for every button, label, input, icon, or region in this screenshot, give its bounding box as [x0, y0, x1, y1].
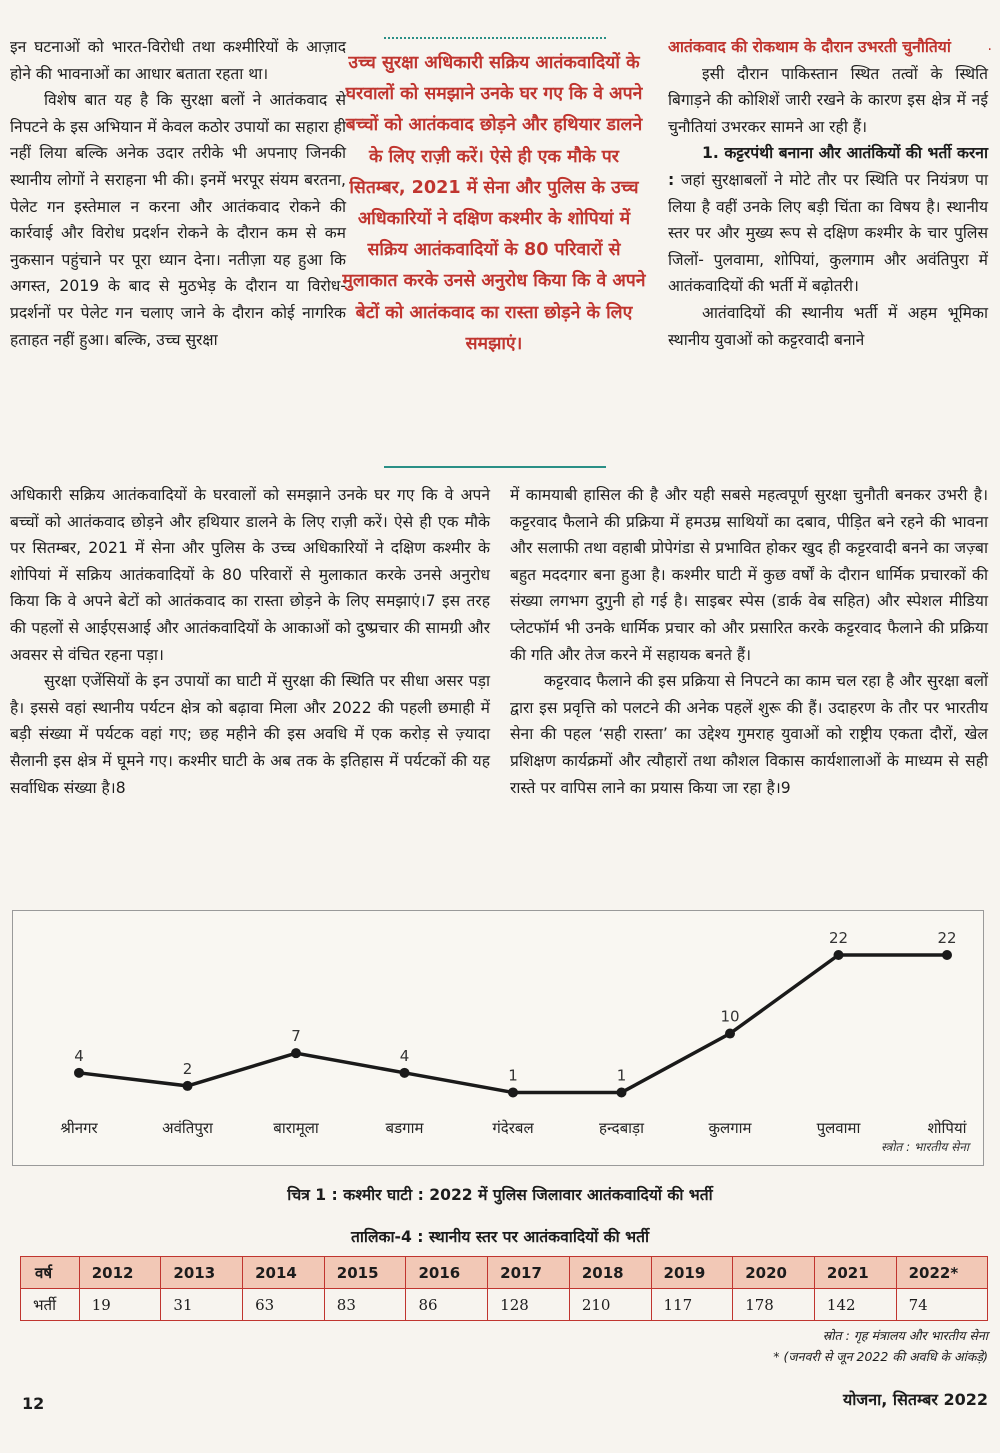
- right-column-bottom: [510, 482, 988, 801]
- table-cell: 210: [569, 1289, 651, 1321]
- table-header-year: 2016: [406, 1257, 488, 1289]
- table-cell: 74: [896, 1289, 987, 1321]
- table-header-year: 2017: [488, 1257, 570, 1289]
- data-point: [183, 1081, 193, 1091]
- chart-source: स्त्रोत : भारतीय सेना: [881, 1140, 969, 1154]
- table-header-year: 2014: [243, 1257, 325, 1289]
- data-label: 4: [74, 1046, 84, 1065]
- footer-label: योजना, सितम्बर 2022: [842, 1390, 988, 1409]
- table-cell: 117: [651, 1289, 733, 1321]
- data-point: [617, 1087, 627, 1097]
- table-source: स्रोत : गृह मंत्रालय और भारतीय सेना: [822, 1328, 988, 1343]
- x-tick-label: हन्दबाड़ा: [599, 1119, 644, 1137]
- table-header-year: 2020: [733, 1257, 815, 1289]
- table-header-year: 2018: [569, 1257, 651, 1289]
- data-point: [725, 1029, 735, 1039]
- x-tick-label: बारामूला: [273, 1119, 319, 1137]
- pullquote-bottom-rule: [384, 466, 606, 468]
- left-column-bottom: [10, 482, 490, 801]
- sub-heading: 1. कट्टरपंथी बनाना और आतंकियों की भर्ती करना :: [668, 144, 988, 189]
- data-point: [400, 1068, 410, 1078]
- paragraph: [668, 140, 988, 300]
- paragraph: इन घटनाओं को भारत-विरोधी तथा कश्मीरियों के आज़ाद होने की भावनाओं का आधार बताता रहता था।: [10, 38, 346, 83]
- chart-box: [12, 910, 984, 1166]
- x-tick-label: कुलगाम: [708, 1119, 752, 1137]
- paragraph: विशेष बात यह है कि सुरक्षा बलों ने आतंकवाद से निपटने के इस अभियान में केवल कठोर उपायों का सहारा ही नहीं लिया बल्कि अनेक उदार तरीके भी अपनाए जिनकी स्थानीय लोगों ने सराहना भी की। इनमें भरपूर संयम बरतना, पेलेट गन इस्तेमाल न करना और आतंकवाद रोकने की कार्रवाई और विरोध प्रदर्शन रोकने के दौरान कम से कम नुकसान पहुंचाने पर पूरा ध्यान देना। नतीज़ा यह हुआ कि अगस्त, 2019 के बाद से मुठभेड़ के दौरान या विरोध-प्रदर्शनों पर पेलेट गन चलाए जाने के दौरान कोई नागरिक हताहत नहीं हुआ। बल्कि, उच्च सुरक्षा: [10, 91, 346, 349]
- paragraph: अधिकारी सक्रिय आतंकवादियों के घरवालों को समझाने उनके घर गए कि वे अपने बच्चों को आतंकवाद छोड़ने और हथियार डालने के लिए राज़ी करें। ऐसे ही एक मौके पर सितम्बर, 2021 में सेना और पुलिस के उच्च अधिकारियों ने दक्षिण कश्मीर के शोपियां में सक्रिय आतंकवादियों के 80 परिवारों से मुलाकात करके उनसे अनुरोध किया कि वे अपने बेटों को आतंकवाद का रास्ता छोड़ने के लिए समझाएं।7 इस तरह की पहलों से आईएसआई और आतंकवादियों के आकाओं को दुष्प्रचार की सामग्री और अवसर से वंचित रहना पड़ा।: [10, 486, 490, 664]
- paragraph: में कामयाबी हासिल की है और यही सबसे महत्वपूर्ण सुरक्षा चुनौती बनकर उभरी है। कट्टरवाद फैलाने की प्रक्रिया में हमउम्र साथियों का दबाव, पीड़ित बने रहने की भावना और सलाफी तथा वहाबी प्रोपेगंडा से प्रभावित होकर खुद ही कट्टरवादी बनने का जज़्बा बहुत मददगार बना हुआ है। कश्मीर घाटी में कुछ वर्षों के दौरान धार्मिक प्रचारकों की संख्या लगभग दुगुनी हो गई है। साइबर स्पेस (डार्क वेब सहित) और स्पेशल मीडिया प्लेटफॉर्म भी उनके धार्मिक प्रचार को और प्रसारित करके कट्टरवाद फैलाने की प्रक्रिया की गति और तेज करने में सहायक बनते हैं।: [510, 486, 988, 664]
- table-cell: 31: [161, 1289, 243, 1321]
- table-cell: 19: [79, 1289, 161, 1321]
- page-number: 12: [22, 1394, 45, 1413]
- table-header-row: [21, 1257, 988, 1289]
- paragraph: कट्टरवाद फैलाने की इस प्रक्रिया से निपटने का काम चल रहा है और सुरक्षा बलों द्वारा इस प्रवृत्ति को पलटने की अनेक पहलें शुरू की हैं। उदाहरण के तौर पर भारतीय सेना की पहल ‘सही रास्ता’ का उद्देश्य गुमराह युवाओं को राष्ट्रीय एकता दौरों, खेल प्रशिक्षण कार्यक्रमों और त्यौहारों तथा कौशल विकास कार्यशालाओं के माध्यम से सही रास्ते पर वापिस लाने का प्रयास किया जा रहा है।9: [510, 672, 988, 797]
- table-header-year: 2021: [814, 1257, 896, 1289]
- data-point: [834, 950, 844, 960]
- data-label: 1: [616, 1066, 627, 1085]
- x-tick-label: गंदेरबल: [492, 1119, 534, 1137]
- recruitment-table: [20, 1256, 988, 1321]
- corner-mark: ·: [987, 42, 992, 58]
- line-chart: [13, 911, 983, 1165]
- data-label: 10: [720, 1007, 740, 1026]
- table-header-year: 2013: [161, 1257, 243, 1289]
- data-point: [74, 1068, 84, 1078]
- x-tick-label: अवंतिपुरा: [162, 1119, 213, 1137]
- table-row-label: भर्ती: [21, 1289, 80, 1321]
- table-header-year: 2012: [79, 1257, 161, 1289]
- table-row: [21, 1289, 988, 1321]
- table-note: * (जनवरी से जून 2022 की अवधि के आंकड़े): [773, 1349, 988, 1364]
- table-header-year: 2019: [651, 1257, 733, 1289]
- x-tick-label: बडगाम: [385, 1119, 424, 1137]
- x-tick-label: शोपियां: [927, 1119, 967, 1137]
- data-label: 22: [828, 929, 849, 947]
- data-label: 7: [291, 1027, 301, 1046]
- data-label: 4: [399, 1046, 410, 1065]
- table-header-year: 2015: [324, 1257, 406, 1289]
- data-point: [291, 1048, 301, 1058]
- table-title: तालिका-4 : स्थानीय स्तर पर आतंकवादियों की भर्ती: [351, 1228, 649, 1246]
- chart-caption: चित्र 1 : कश्मीर घाटी : 2022 में पुलिस जिलावार आतंकवादियों की भर्ती: [287, 1186, 713, 1204]
- pull-quote: उच्च सुरक्षा अधिकारी सक्रिय आतंकवादियों के घरवालों को समझाने उनके घर गए कि वे अपने बच्चों को आतंकवाद छोड़ने और हथियार डालने के लिए राज़ी करें। ऐसे ही एक मौके पर सितम्बर, 2021 में सेना और पुलिस के उच्च अधिकारियों ने दक्षिण कश्मीर के शोपियां में सक्रिय आतंकवादियों के 80 परिवारों से मुलाकात करके उनसे अनुरोध किया कि वे अपने बेटों को आतंकवाद का रास्ता छोड़ने के लिए समझाएं।: [342, 53, 646, 354]
- data-label: 22: [937, 929, 957, 947]
- pullquote-top-rule: [384, 37, 606, 39]
- x-tick-label: पुलवामा: [816, 1119, 861, 1137]
- data-label: 2: [182, 1059, 193, 1078]
- x-tick-label: श्रीनगर: [60, 1119, 98, 1137]
- section-heading: आतंकवाद की रोकथाम के दौरान उभरती चुनौतियां: [668, 38, 951, 56]
- table-cell: 63: [243, 1289, 325, 1321]
- right-column-top: [668, 34, 988, 353]
- table-cell: 86: [406, 1289, 488, 1321]
- paragraph: इसी दौरान पाकिस्तान स्थित तत्वों के स्थिति बिगाड़ने की कोशिशें जारी रखने के कारण इस क्षेत्र में नई चुनौतियां उभरकर सामने आ रही हैं।: [668, 64, 988, 136]
- data-point: [942, 950, 952, 960]
- table-cell: 178: [733, 1289, 815, 1321]
- sub-text: जहां सुरक्षाबलों ने मोटे तौर पर स्थिति पर नियंत्रण पा लिया है वहीं उनके लिए बड़ी चिंता का विषय है। स्थानीय स्तर पर और मुख्य रूप से दक्षिण कश्मीर के चार पुलिस जिलों- पुलवामा, शोपियां, कुलगाम और अवंतिपुरा में आतंकवादियों की भर्ती में बढ़ोतरी।: [668, 170, 988, 296]
- table-cell: 83: [324, 1289, 406, 1321]
- table-header-year: 2022*: [896, 1257, 987, 1289]
- data-label: 1: [508, 1066, 518, 1085]
- paragraph: सुरक्षा एजेंसियों के इन उपायों का घाटी में सुरक्षा की स्थिति पर सीधा असर पड़ा है। इससे वहां स्थानीय पर्यटन क्षेत्र को बढ़ावा मिला और 2022 की पहली छमाही में बड़ी संख्या में पर्यटक वहां गए; छह महीने की इस अवधि में एक करोड़ से ज़्यादा सैलानी इस क्षेत्र में घूमने गए। कश्मीर घाटी के अब तक के इतिहास में पर्यटकों की यह सर्वाधिक संख्या है।8: [10, 672, 490, 797]
- table-cell: 128: [488, 1289, 570, 1321]
- paragraph: आतंवादियों की स्थानीय भर्ती में अहम भूमिका स्थानीय युवाओं को कट्टरवादी बनाने: [668, 303, 988, 349]
- table-header-label: वर्ष: [21, 1257, 80, 1289]
- data-point: [508, 1087, 518, 1097]
- left-column-top: [10, 34, 346, 353]
- table-cell: 142: [814, 1289, 896, 1321]
